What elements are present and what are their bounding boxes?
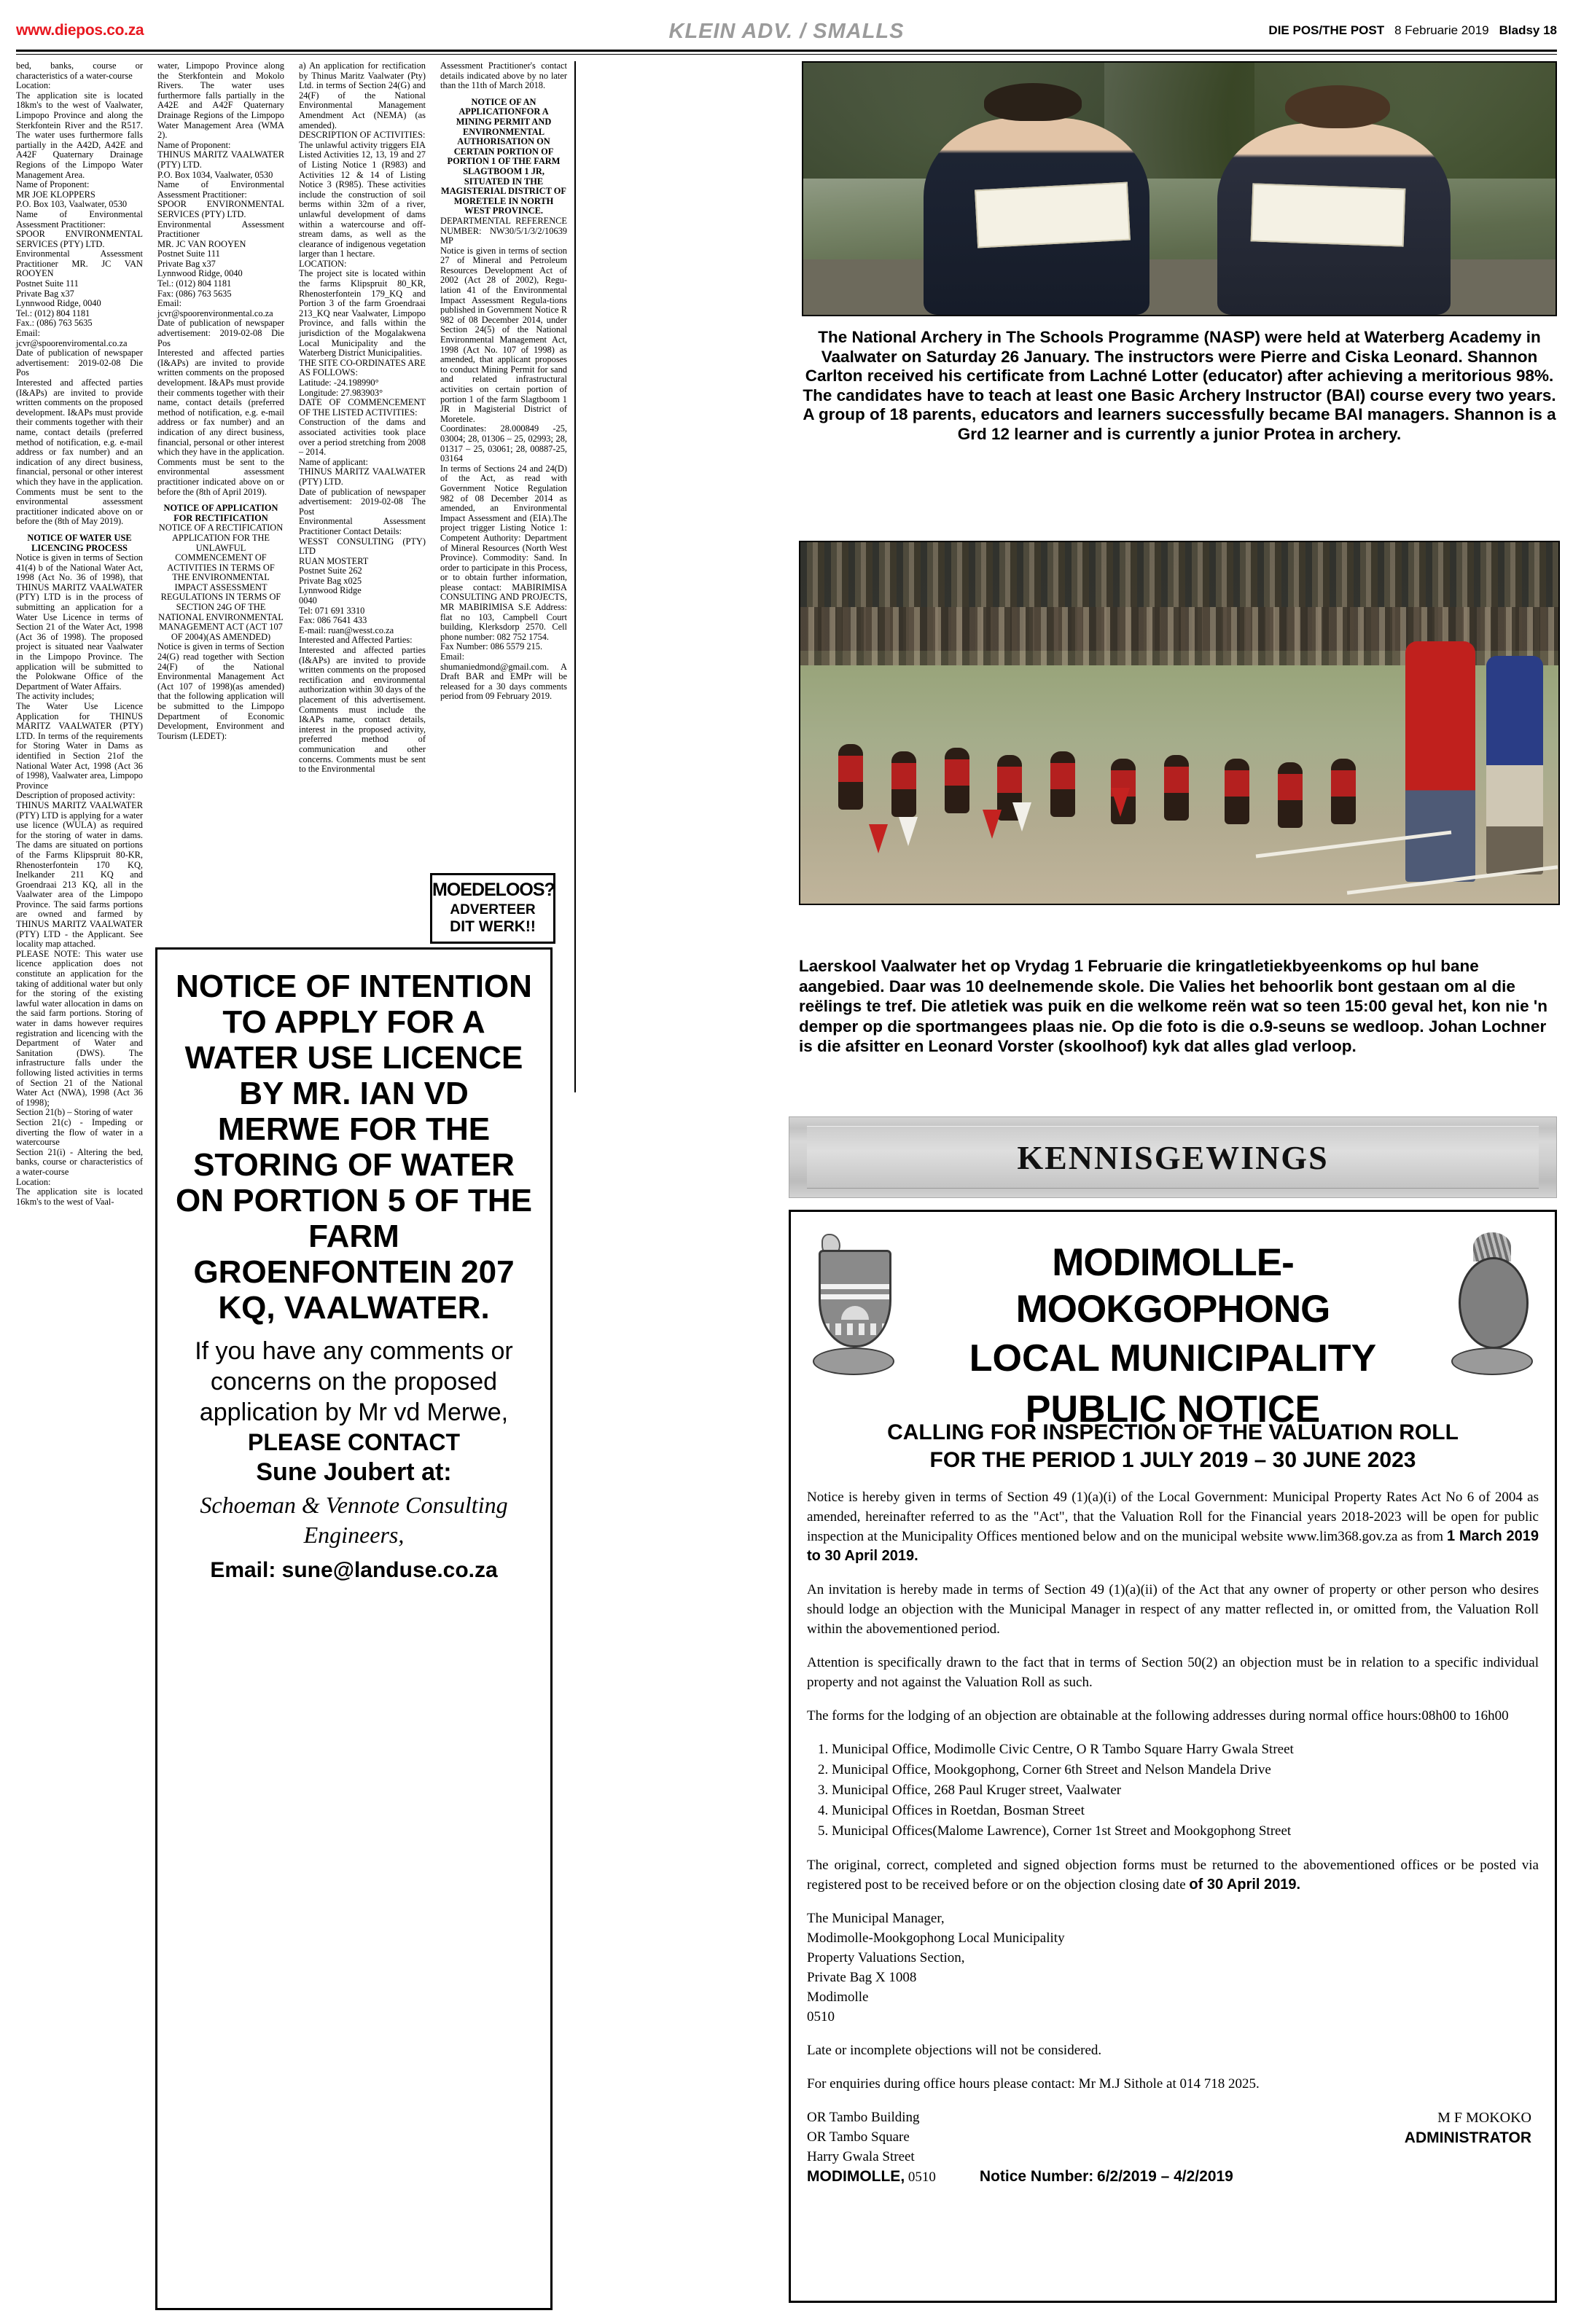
photo-head-left [984, 83, 1082, 121]
water-ad-body: If you have any comments or concerns on the proposed application by Mr vd Merwe, [195, 1337, 513, 1426]
masthead-rule [16, 50, 1557, 52]
list-item: 4. Municipal Offices in Roetdan, Bosman Street [832, 1801, 1539, 1821]
notice-heading: NOTICE OF APPLICATION FOR RECTIFICATION [163, 503, 278, 523]
crest-water [824, 1323, 886, 1335]
text-block: THINUS MARITZ VAALWATER (PTY) LTD. [157, 149, 284, 170]
text-block: The Water Use Licence Application for THINUS MARITZ VAALWATER (PTY) LTD. In terms of the requirements for Storing Water in Dams as identified in Section 21of the National Water Act, 1998 (Act 36 of 1998), Vaalwater area, Limpopo Province [16, 701, 143, 791]
text-block: Email: jcvr@spoorenvironmental.co.za [157, 298, 273, 318]
text-block: Section 21(i) - Altering the bed, banks, course or characteristics of a water-course [16, 1146, 143, 1177]
classified-column-2 [157, 61, 284, 741]
text-block: Name of Environmental Assessment Practitioner: [157, 179, 284, 200]
text-block: Fax: (086) 763 5635 [157, 288, 232, 299]
classified-column-1 [16, 61, 143, 1207]
photo-marker-flag [983, 810, 1002, 839]
address-line: Modimolle-Mookgophong Local Municipality [807, 1930, 1065, 1946]
text-block: Interested and Affected Parties: [299, 635, 413, 646]
notice-para1-text: Notice is hereby given in terms of Section 49 (1)(a)(i) of the Local Government: Municipal Property Rates Act No 6 of 2004 as amended, hereinafter referred to as the "Act", that the Valuation Roll for the Financial years 2018-2023 will be open for public inspection at the Municipality Offices mentioned below and on the municipal website www.lim368.gov.za as from [807, 1490, 1539, 1544]
notice-number-label: Notice Number: [979, 2168, 1094, 2185]
notice-footer [807, 2167, 1539, 2187]
text-block: DESCRIPTION OF ACTIVITIES: [299, 130, 426, 141]
address-line: The Municipal Manager, [807, 1911, 945, 1926]
text-block: Name of Proponent: [16, 179, 90, 190]
text-block: SPOOR ENVIRONMENTAL SERVICES (PTY) LTD. [157, 199, 284, 219]
text-block: Postnet Suite 111 [16, 278, 79, 289]
text-block: Email: shumaniedmond@gmail.com. A Draft BAR and EMPr will be released for a 30 days comments period from 09 February 2019. [440, 652, 567, 702]
photo-runner [945, 748, 969, 813]
photo-marker-flag [869, 824, 888, 853]
text-block: Longitude: 27.983903° [299, 387, 383, 398]
text-block: Tel.: (012) 804 1181 [157, 278, 232, 289]
photo-marker-flag [1111, 788, 1130, 817]
footer-city: MODIMOLLE, [807, 2168, 905, 2185]
archery-photo [802, 61, 1557, 316]
photo-runner [838, 744, 863, 810]
crest-shield [819, 1250, 891, 1347]
moedeloos-line-2: ADVERTEER [450, 902, 536, 918]
text-block: DATE OF COMMENCEMENT OF THE LISTED ACTIVITIES: [299, 397, 426, 418]
photo-runner [1164, 755, 1189, 821]
notice-type: PUBLIC NOTICE [1025, 1388, 1321, 1431]
text-block: Environmental Assessment Practitioner Contact Details: [299, 516, 426, 536]
text-block: water, Limpopo Province along the Sterkfontein and Mokolo Rivers. The water uses furthermore falls partially in the A42E and A42F Quaternary Drainage Regions of the Limpopo Water Management Area (WMA 2). [157, 60, 284, 141]
text-block: SPOOR ENVIRONMENTAL SERVICES (PTY) LTD. [16, 229, 143, 249]
text-block: In terms of Sections 24 and 24(D) of the Act, as read with Government Notice Regulation 982 of 08 December 2014 as amended, an Environmental Impact Assessment and (EIA).The project trigger Listing Notice 1: Competent Authority: Department of Mineral Resources (North West Province). Commodity: Sand. In order to participate in this Process, or to obtain further information, please contact: MABIRIMISA CONSULTING AND PROJECTS, MR MABIRIMISA S.E Address: flat no 103, Campbell Court building, Klerksdorp 2570. Cell phone number: 082 752 1754. [440, 463, 567, 642]
crest-sun [841, 1306, 869, 1320]
classified-column-3 [299, 61, 426, 775]
text-block: Notice is given in terms of Section 41(4) b of the National Water Act, 1998 (Act No. 36 of 1998), that THINUS MARITZ VAALWATER (PTY) LTD is in the process of submitting an application for a Water Use Licence in terms of Section 21 of the Water Act, 1998 (Act 36 of 1998). The proposed project is situated near Vaalwater in the Limpopo Province. The application will be submitted to the Polokwane Office of the Department of Water Affairs. [16, 552, 143, 692]
inspection-period: 1 March 2019 to 30 April 2019. [807, 1528, 1539, 1564]
text-block: The project site is located within the farms Klipspruit 80_KR, Rhenosterfontein 179_KQ and Portion 3 of the farm Groendraai 213_KQ near Vaalwater, Limpopo Province, and falls within the jurisdiction of the Mogalakwena Local Municipality and the Waterberg District Municipalities. [299, 268, 426, 359]
text-block: Postnet Suite 111 [157, 249, 220, 259]
notice-signature-block [807, 2108, 1539, 2187]
crest-band [821, 1284, 889, 1289]
text-block: Lynnwood Ridge, 0040 [16, 298, 101, 309]
water-ad-firm: Schoeman & Vennote Consulting Engineers, [200, 1492, 508, 1548]
athletics-photo [799, 541, 1560, 905]
moedeloos-line-1: MOEDELOOS? [432, 880, 555, 900]
photo-head-right [1285, 85, 1390, 128]
water-ad-headline: NOTICE OF INTENTION TO APPLY FOR A WATER USE LICENCE BY MR. IAN VD MERWE FOR THE STORING OF WATER ON PORTION 5 OF THE FARM GROENFONTEIN 207 KQ, VAALWATER. [176, 969, 532, 1326]
water-licence-advert[interactable] [155, 947, 553, 2310]
notice-paragraph: The forms for the lodging of an objection are obtainable at the following addresses during normal office hours:08h00 to 16h00 [807, 1708, 1509, 1724]
column-divider [574, 61, 576, 1092]
notice-paragraph [807, 1487, 1539, 1566]
footer-city-block [807, 2167, 936, 2187]
signatory [1405, 2108, 1531, 2148]
address-line: Private Bag X 1008 [807, 1970, 917, 1985]
notice-paragraph: Attention is specifically drawn to the fact that in terms of Section 50(2) an objection must be in relation to a specific individual property and not against the Valuation Roll as such. [807, 1655, 1539, 1690]
notice-para5-text: The original, correct, completed and signed objection forms must be returned to the abovementioned offices or be posted via registered post to be received before or on the objection closing date [807, 1858, 1539, 1893]
website-url[interactable]: www.diepos.co.za [16, 22, 144, 39]
text-block: Description of proposed activity: [16, 790, 136, 801]
text-block: Notice is given in terms of Section 24(G) read together with Section 24(F) of the National Environmental Management Act (Act 107 of 1998)(as amended) that the following application will be submitted to the Limpopo Department of Economic Development, Environment and Tourism (LEDET): [157, 641, 284, 741]
municipality-public-notice[interactable] [789, 1210, 1557, 2303]
text-block: THE SITE CO-ORDINATES ARE AS FOLLOWS: [299, 357, 426, 378]
water-ad-email[interactable]: Email: sune@landuse.co.za [210, 1558, 498, 1582]
text-block: The activity includes; [16, 691, 95, 702]
notice-subtitle-line-1: CALLING FOR INSPECTION OF THE VALUATION ROLL [887, 1420, 1459, 1444]
municipality-name: MODIMOLLE-MOOKGOPHONG [1015, 1241, 1330, 1331]
photo-runner [891, 751, 916, 817]
text-block: Fax: 086 7641 433 [299, 615, 367, 626]
text-block: Environmental Assessment Practitioner [157, 219, 284, 240]
crest-motto-scroll [1451, 1347, 1533, 1375]
text-block: Name of Environmental Assessment Practitioner: [16, 208, 143, 230]
text-block: MR JOE KLOPPERS [16, 189, 95, 200]
text-block: Date of publication of newspaper advertisement: 2019-02-08 The Post [299, 486, 426, 517]
text-block: Date of publication of newspaper advertisement: 2019-02-08 Die Pos [16, 348, 143, 378]
notice-paragraph: An invitation is hereby made in terms of Section 49 (1)(a)(ii) of the Act that any owner of property or other person who desires should lodge an objection with the Municipal Manager in respect of any matter reflected in, or omitted from, the Valuation Roll within the abovementioned period. [807, 1582, 1539, 1637]
photo-marker-flag [899, 817, 918, 846]
text-block: WESST CONSULTING (PTY) LTD [299, 536, 426, 557]
crest-band [821, 1294, 889, 1299]
text-block: Assessment Practitioner's contact details indicated above by no later than the 11th of March 2018. [440, 60, 567, 91]
text-block: Fax.: (086) 763 5635 [16, 318, 93, 329]
text-block: Tel.: (012) 804 1181 [16, 308, 90, 318]
text-block: Email: jcvr@spoorenviromental.co.za [16, 328, 128, 348]
photo-runner [1225, 759, 1249, 824]
publication-name: DIE POS/THE POST [1268, 23, 1385, 37]
text-block: E-mail: ruan@wesst.co.za [299, 625, 394, 635]
notice-number-value: 6/2/2019 – 4/2/2019 [1097, 2168, 1233, 2185]
notice-subtitle-line-2: FOR THE PERIOD 1 JULY 2019 – 30 JUNE 2023 [929, 1448, 1416, 1472]
text-block: Notice is given in terms of section 27 of Mineral and Petroleum Resources Development Act of 2002 (Act 28 of 2002), Regu-lation 41 of the Environmental Impact Assessment Regula-tions published in Government Notice R 982 of 08 December 2014, under Section 24(5) of the National Environmental Management Act, 1998 (Act No. 107 of 1998) as amended, that applicant proposes to conduct Mining Permit for sand and related infrastructural activities on certain portion of portion 1 of the farm Slagtboom 1 JR in Magisterial District of Moretele. [440, 245, 567, 424]
text-block: MR. JC VAN ROOYEN [157, 238, 246, 249]
text-block: The unlawful activity triggers EIA Listed Activities 12, 13, 19 and 27 of Listing Notice 1 (R983) and Activities 12 & 14 of Listing Notice 3 (R985). These activities include the construction of soil berms within 32m of a river, unlawful development of dams within a watercourse and off-stream dams, as well as the clearance of indigenous vegetation larger than 1 hectare. [299, 139, 426, 259]
address-line: Harry Gwala Street [807, 2149, 915, 2164]
text-block: Postnet Suite 262 [299, 566, 362, 576]
address-line: Modimolle [807, 1990, 869, 2005]
text-block: Section 21(b) – Storing of water [16, 1107, 133, 1118]
text-block: THINUS MARITZ VAALWATER (PTY) LTD is applying for a water use licence (WULA) as required for the storing of water in dams. The dams are situated on portions of the Farms Klipspruit 80-KR, Rhenosterfontein 170 KQ, Inelkander 211 KQ and Groendraai 213 KQ, all in the Vaalwater area of the Limpopo Province. The said farms portions are owned and farmed by THINUS MARITZ VAALWATER (PTY) LTD - the Applicant. See locality map attached. [16, 799, 143, 950]
text-block: Interested and affected parties (I&APs) are invited to provide written comments on the proposed rectification and environmental authorization within 30 days of the placement of this advertisement. Comments must include the I&APs name, contact details, interest in the proposed activity, preferred method of communication and other concerns. Comments must be sent to the Environmental [299, 645, 426, 775]
athletics-photo-caption: Laerskool Vaalwater het op Vrydag 1 Februarie die kringatletiekbyeenkoms op hul bane aangebied. Daar was 10 deelnemende skole. Die Valies het behoorlik bont gestaan om al die reëlings te tref. Die atletiek was puik en die welkome reën wat so teen 15:00 geval het, kon nie 'n demper op die sportmangees plaas nie. Op die foto is die o.9-seuns se wedloop. Johan Lochner is die afsitter en Leonard Vorster (skoolhoof) kyk dat alles glad verloop. [799, 957, 1547, 1055]
text-block: Latitude: -24.198990° [299, 377, 379, 388]
archery-photo-caption: The National Archery in The Schools Programme (NASP) were held at Waterberg Academy in Vaalwater on Saturday 26 January. The instructors were Pierre and Ciska Leonard. Shannon Carlton received his certificate from Lachné Lotter (educator) after achieving a meritorious 98%. The candidates have to teach at least one Basic Archery Instructor (BAI) course every two years. A group of 18 parents, educators and learners successfully became BAI managers. Shannon is a Grd 12 learner and is currently a junior Protea in archery. [803, 328, 1556, 443]
text-block: Interested and affected parties (I&APs) are invited to provide written comments on the proposed development. I&APs must provide their comments together with their name, contact details (preferred method of notification, e.g. e-mail address or fax number) and an indication of any direct business, financial, personal or other interest which they have in the application. Comments must be sent to the environmental assessment practitioner indicated above on or before the (8th of April 2019). [157, 348, 284, 497]
text-block: Date of publication of newspaper advertisement: 2019-02-08 Die Pos [157, 318, 284, 348]
masthead-rule-thin [16, 54, 1557, 55]
text-block: THINUS MARITZ VAALWATER (PTY) LTD. [299, 466, 426, 487]
notice-subheading: NOTICE OF A RECTIFICATION APPLICATION FOR THE UNLAWFUL COMMENCEMENT OF ACTIVITIES IN TERMS OF THE ENVIRONMENTAL IMPACT ASSESSMENT REGULATIONS IN TERMS OF SECTION 24G OF THE NATIONAL ENVIRONMENTAL MANAGEMENT ACT (ACT 107 OF 2004)(AS AMENDED) [158, 523, 284, 642]
notice-heading: NOTICE OF WATER USE LICENCING PROCESS [27, 532, 132, 553]
text-block: RUAN MOSTERT [299, 555, 369, 566]
moedeloos-advert[interactable] [430, 873, 555, 944]
notice-paragraph: Late or incomplete objections will not be considered. [807, 2043, 1102, 2058]
municipality-titles [909, 1240, 1437, 1435]
text-block: The application site is located 16km's to the west of Vaal- [16, 1186, 143, 1207]
municipality-type: LOCAL MUNICIPALITY [969, 1337, 1377, 1380]
footer-postal-code: 0510 [905, 2170, 936, 2185]
text-block: Environmental Assessment Practitioner MR. JC VAN ROOYEN [16, 249, 143, 279]
text-block: Construction of the dams and associated activities took place over a period stretching from 2008 – 2014. [299, 417, 426, 458]
photo-headmaster [1486, 656, 1543, 875]
text-block: LOCATION: [299, 258, 347, 269]
text-block: P.O. Box 103, Vaalwater, 0530 [16, 199, 128, 210]
text-block: Private Bag x025 [299, 575, 362, 586]
notice-paragraph [807, 1855, 1539, 1895]
provincial-coat-of-arms-icon [1451, 1232, 1533, 1378]
list-item: 1. Municipal Office, Modimolle Civic Centre, O R Tambo Square Harry Gwala Street [832, 1740, 1539, 1760]
classified-column-4 [440, 61, 567, 702]
postal-address [807, 1909, 1539, 2027]
photo-runner [1278, 762, 1303, 828]
list-item: 5. Municipal Offices(Malome Lawrence), Corner 1st Street and Mookgophong Street [832, 1821, 1539, 1842]
masthead [16, 22, 1557, 48]
text-block: a) An application for rectification by Thinus Maritz Vaalwater (Pty) Ltd. in terms of Section 24(G) and 24(F) of the National Environmental Management Amendment Act (NEMA) (as amended). [299, 60, 426, 130]
publication-date: 8 Februarie 2019 [1394, 23, 1489, 37]
notice-heading: NOTICE OF AN APPLICATIONFOR A MINING PERMIT AND ENVIRONMENTAL AUTHORISATION ON CERTAIN PORTION OF PORTION 1 OF THE FARM SLAGTBOOM 1 JR, SITUATED IN THE MAGISTERIAL DISTRICT OF MORETELE IN NORTH WEST PROVINCE. [441, 96, 566, 216]
municipal-coat-of-arms-icon [813, 1232, 894, 1378]
address-line: 0510 [807, 2009, 835, 2024]
text-block: PLEASE NOTE: This water use licence application does not constitute an application for the taking of additional water but only for the storing of the existing lawful water allocation in dams on the said farm portions. Storing of water in dams however requires registration and licencing with the Department of Water and Sanitation (DWS). The infrastructure falls under the following listed activities in terms of Section 21 of the National Water Act (NWA), 1998 (Act 36 of 1998); [16, 948, 143, 1108]
text-block: 0040 [299, 595, 317, 606]
notice-number-block [980, 2167, 1233, 2187]
page-number: Bladsy 18 [1499, 23, 1557, 37]
section-title: KLEIN ADV. / SMALLS [668, 20, 905, 43]
municipality-header [807, 1222, 1539, 1431]
photo-runner [1331, 759, 1356, 824]
crest-motto-scroll [813, 1347, 894, 1375]
text-block: bed, banks, course or characteristics of a water-course [16, 60, 143, 81]
water-ad-contact-name: Sune Joubert at: [256, 1458, 452, 1486]
moedeloos-line-3: DIT WERK!! [450, 918, 536, 935]
photo-certificate-left [975, 182, 1131, 249]
text-block: Private Bag x37 [157, 258, 216, 269]
photo-runner [1050, 751, 1075, 817]
text-block: The application site is located 18km's to the west of Vaalwater, Limpopo Province and along the Sterkfontein River and the R517. The water uses furthermore falls partially in the A42D, A42E and A42F Quaternary Drainage Regions of the Limpopo Water Management Area. [16, 90, 143, 180]
text-block: DEPARTMENTAL REFERENCE NUMBER: NW30/5/1/3/2/10639 MP [440, 215, 567, 246]
text-block: P.O. Box 1034, Vaalwater, 0530 [157, 169, 273, 180]
address-line: OR Tambo Square [807, 2129, 910, 2145]
kennisgewings-banner [789, 1116, 1557, 1198]
text-block: Location: [16, 80, 51, 91]
signatory-title: ADMINISTRATOR [1404, 2129, 1531, 2146]
text-block: Tel: 071 691 3310 [299, 605, 365, 616]
address-line: Property Valuations Section, [807, 1950, 965, 1965]
notice-paragraph: For enquiries during office hours please contact: Mr M.J Sithole at 014 718 2025. [807, 2076, 1260, 2092]
address-line: OR Tambo Building [807, 2110, 920, 2125]
text-block: Location: [16, 1176, 51, 1187]
text-block: Lynnwood Ridge, 0040 [157, 268, 243, 279]
water-ad-contact-label: PLEASE CONTACT [248, 1429, 460, 1455]
municipal-office-list [807, 1740, 1539, 1842]
signatory-name: M F MOKOKO [1437, 2110, 1531, 2126]
photo-certificate-right [1251, 183, 1406, 246]
text-block: Interested and affected parties (I&APs) are invited to provide written comments on the proposed development. I&APs must provide their comments together with their name, contact details (preferred method of notification, e.g. e-mail address or fax number) and an indication of any direct business, financial, personal or other interest which they have in the application. Comments must be sent to the environmental assessment practitioner indicated above on or before the (8th of May 2019). [16, 377, 143, 527]
list-item: 2. Municipal Office, Mookgophong, Corner 6th Street and Nelson Mandela Drive [832, 1760, 1539, 1780]
banner-title: KENNISGEWINGS [1017, 1138, 1329, 1176]
text-block: Private Bag x37 [16, 288, 74, 299]
text-block: Lynnwood Ridge [299, 585, 362, 596]
text-block: Name of Proponent: [157, 139, 231, 150]
masthead-meta [1268, 23, 1557, 38]
list-item: 3. Municipal Office, 268 Paul Kruger street, Vaalwater [832, 1780, 1539, 1801]
objection-closing-date: of 30 April 2019. [1189, 1877, 1301, 1893]
photo-marker-flag [1012, 802, 1031, 832]
text-block: Coordinates: 28.000849 -25, 03004; 28, 01306 – 25, 02993; 28, 01317 – 25, 03061; 28, 00887-25, 03164 [440, 423, 567, 464]
crest-emblem [1459, 1257, 1529, 1349]
text-block: Name of applicant: [299, 456, 368, 467]
text-block: Fax Number: 086 5579 215. [440, 641, 543, 652]
notice-body [807, 1487, 1539, 2187]
text-block: Section 21(c) - Impeding or diverting the flow of water in a watercourse [16, 1116, 143, 1148]
photo-starter-official [1405, 641, 1475, 882]
